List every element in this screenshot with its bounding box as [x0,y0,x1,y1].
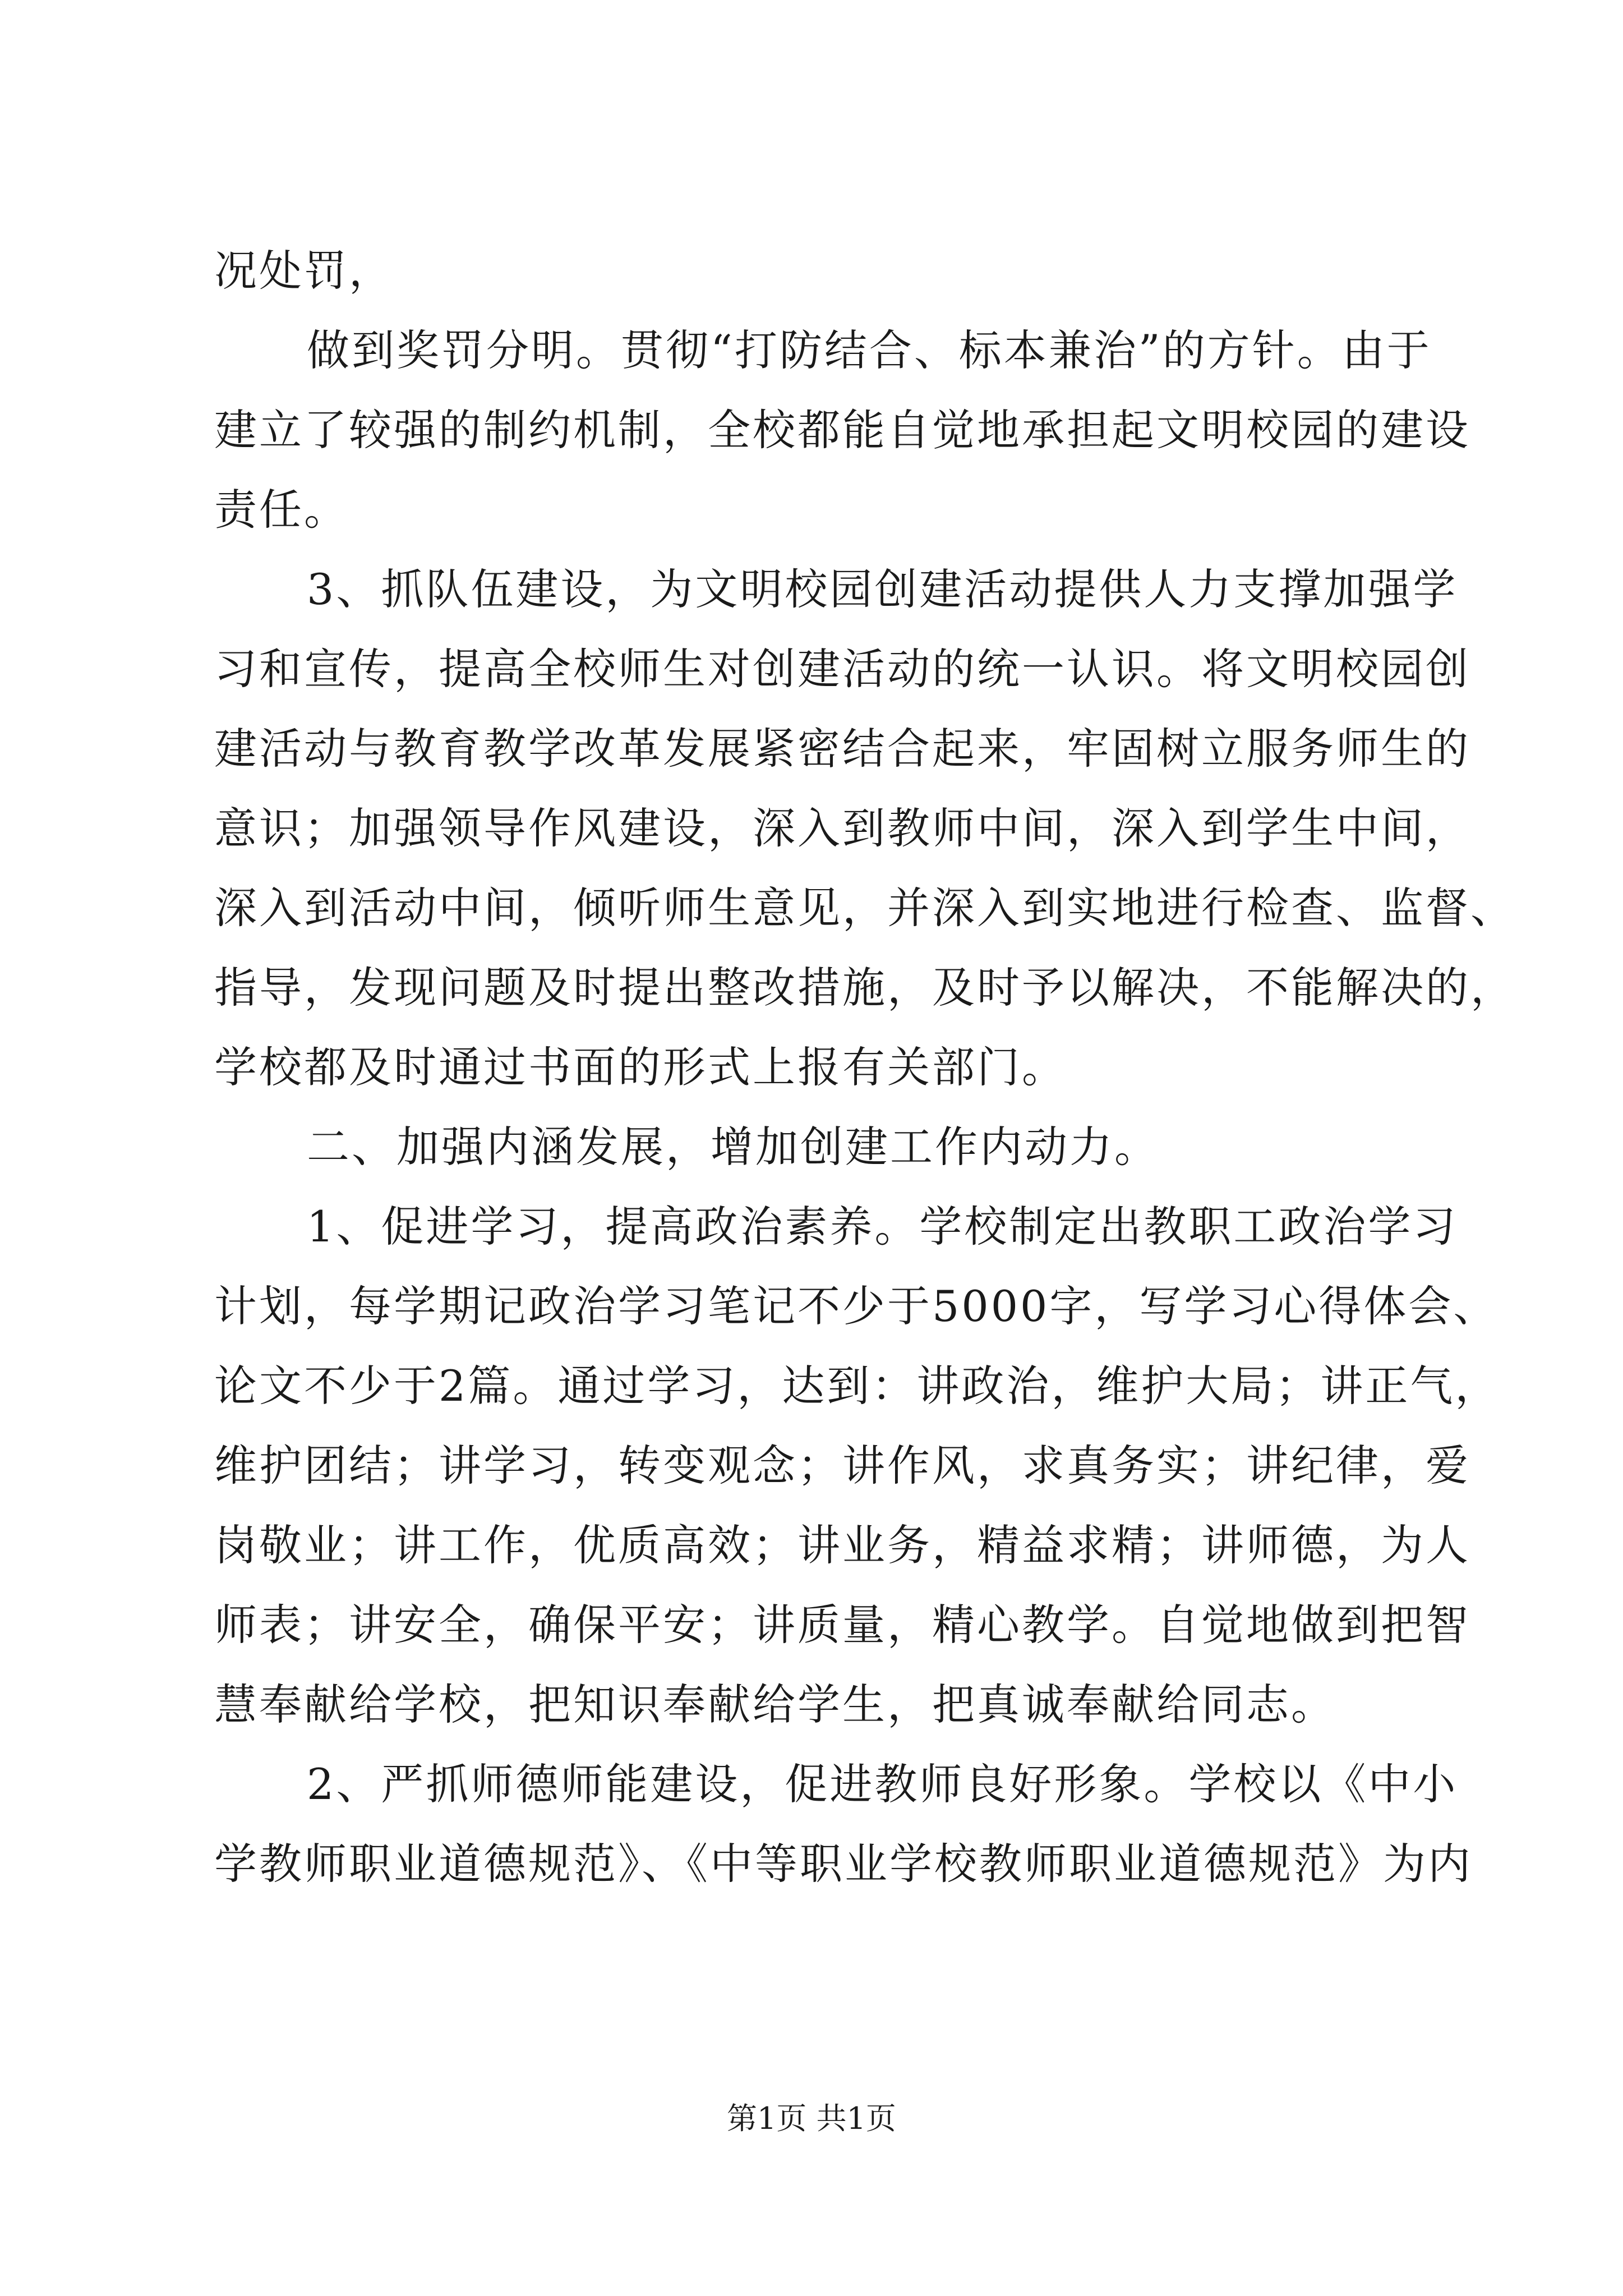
text-line: 学教师职业道德规范》、《中等职业学校教师职业道德规范》为内 [214,1839,1473,1889]
page-footer [0,2101,1623,2137]
text-line: 深入到活动中间，倾听师生意见，并深入到实地进行检查、监督、 [214,883,1515,933]
text-line: 建立了较强的制约机制，全校都能自觉地承担起文明校园的建设 [214,405,1470,455]
text-line: 指导，发现问题及时提出整改措施，及时予以解决，不能解决的， [214,963,1515,1013]
text-line: 做到奖罚分明。贯彻“打防结合、标本兼治”的方针。由于 [307,325,1432,375]
document-body [214,246,1515,1920]
text-line: 况处罚， [214,246,394,296]
text-line: 论文不少于2篇。通过学习，达到：讲政治，维护大局；讲正气， [214,1361,1500,1411]
text-line: 3、抓队伍建设，为文明校园创建活动提供人力支撑加强学 [307,564,1458,614]
text-line: 2、严抓师德师能建设，促进教师良好形象。学校以《中小 [307,1759,1458,1809]
text-line: 慧奉献给学校，把知识奉献给学生，把真诚奉献给同志。 [214,1680,1336,1729]
section-heading: 二、加强内涵发展，增加创建工作内动力。 [307,1122,1159,1172]
text-line: 岗敬业；讲工作，优质高效；讲业务，精益求精；讲师德，为人 [214,1520,1470,1570]
text-line: 1、促进学习，提高政治素养。学校制定出教职工政治学习 [307,1202,1458,1251]
text-line: 师表；讲安全，确保平安；讲质量，精心教学。自觉地做到把智 [214,1600,1470,1650]
text-line: 习和宣传，提高全校师生对创建活动的统一认识。将文明校园创 [214,644,1470,694]
text-line: 计划，每学期记政治学习笔记不少于5000字，写学习心得体会、 [214,1281,1498,1331]
text-line: 意识；加强领导作风建设，深入到教师中间，深入到学生中间， [214,803,1470,853]
text-line: 学校都及时通过书面的形式上报有关部门。 [214,1042,1067,1092]
page-number: 第1页 共1页 [727,2101,896,2136]
text-line: 责任。 [214,485,349,535]
text-line: 维护团结；讲学习，转变观念；讲作风，求真务实；讲纪律，爱 [214,1441,1470,1490]
text-line: 建活动与教育教学改革发展紧密结合起来，牢固树立服务师生的 [214,724,1470,774]
